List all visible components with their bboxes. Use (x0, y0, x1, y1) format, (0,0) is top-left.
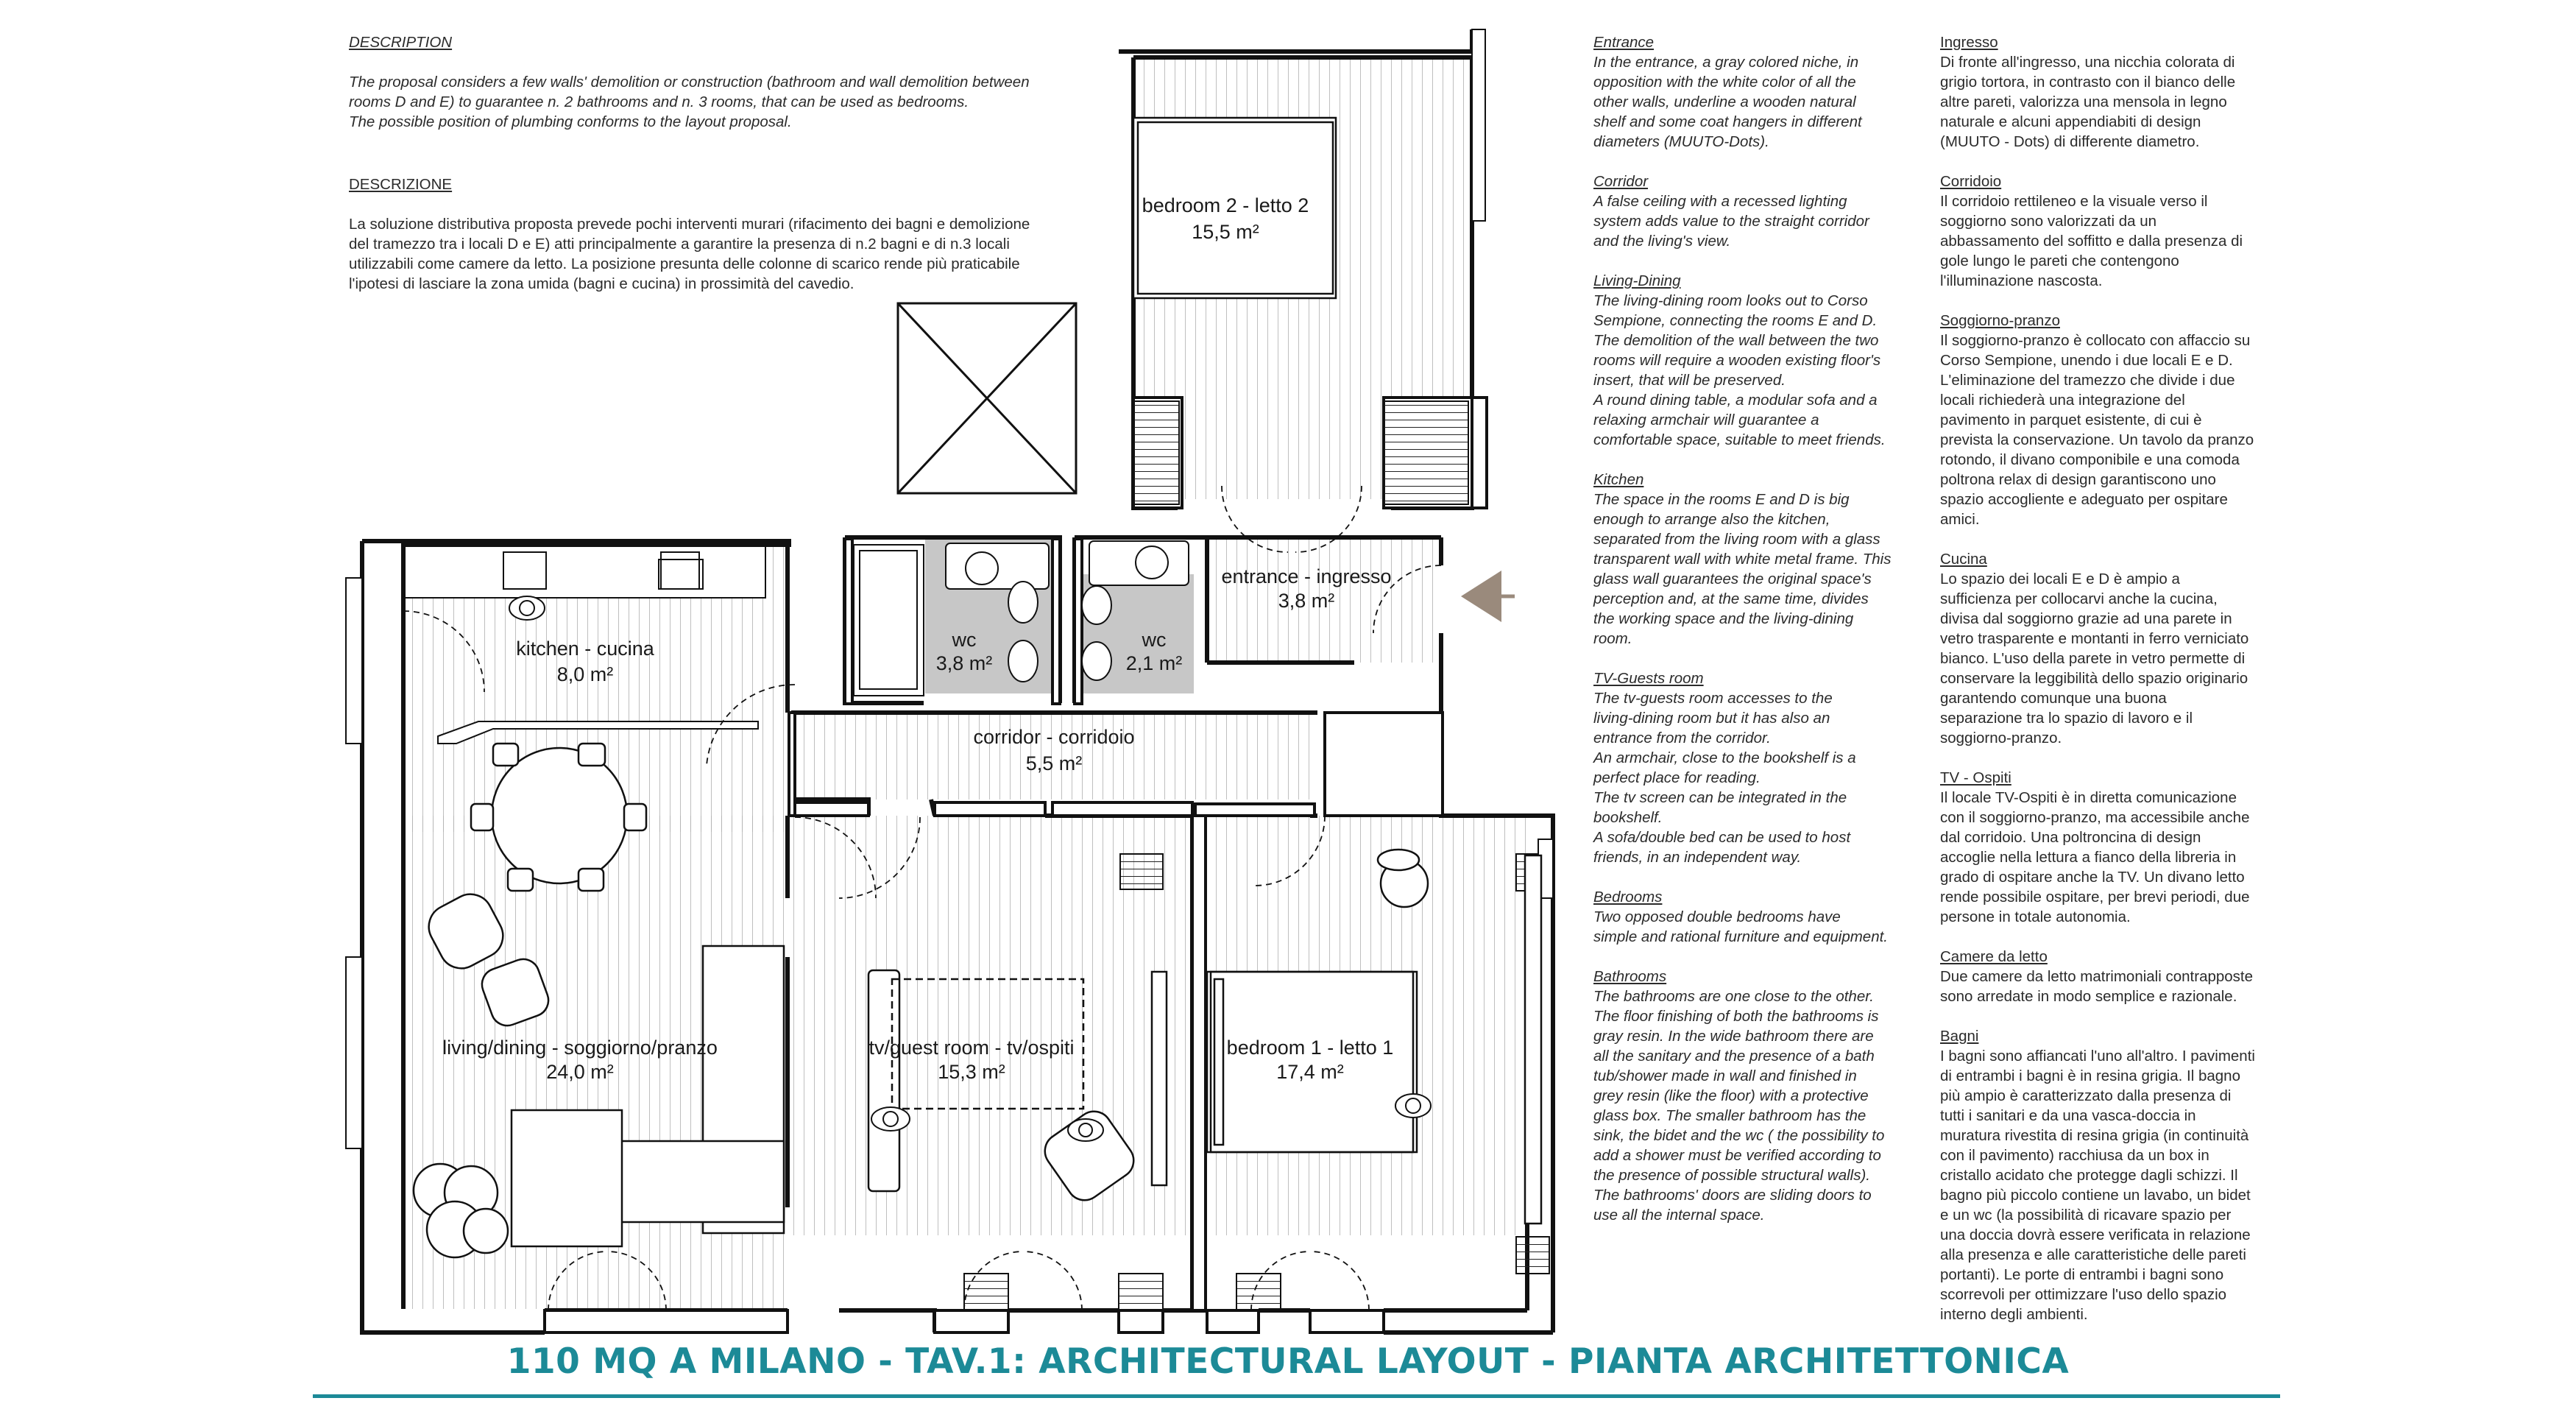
notes-it-column (1940, 32, 2280, 1344)
note-en-line: enough to arrange also the kitchen, (1593, 511, 1830, 528)
note-it-line: conservare la leggibilità dello spazio originario (1940, 670, 2248, 687)
note-en-block (1593, 668, 1908, 867)
note-it-line: Due camere da letto matrimoniali contrapposte (1940, 968, 2254, 985)
note-it-line: pavimento in parquet esistente, di cui è (1940, 412, 2202, 428)
note-it-line: Di fronte all'ingresso, una nicchia colorata di (1940, 54, 2235, 71)
note-en-block (1593, 967, 1908, 1225)
note-en-line: perfect place for reading. (1593, 769, 1761, 786)
note-it-line: amici. (1940, 511, 1980, 528)
note-it-line: vetro trasparente e montanti in ferro verniciato (1940, 630, 2249, 647)
note-en-line: other walls, underline a wooden natural (1593, 93, 1856, 110)
note-it-line: grado di ospitare anche la TV. Un divano letto (1940, 869, 2245, 886)
note-en-line: glass box. The smaller bathroom has the (1593, 1107, 1866, 1124)
note-it-block (1940, 549, 2280, 748)
note-it-heading: Soggiorno-pranzo (1940, 312, 2060, 329)
note-it-line: (MUUTO - Dots) di differente diametro. (1940, 133, 2200, 150)
note-it-line: scorrevoli per ottimizzare l'uso dello spazio (1940, 1286, 2227, 1303)
note-it-line: più ampio è caratterizzato dalla presenza di (1940, 1087, 2232, 1104)
note-en-line: bookshelf. (1593, 809, 1663, 826)
room-tvguest-area: 15,3 m² (938, 1061, 1005, 1083)
note-it-line: muratura rivestita di resina grigia (in continuità (1940, 1127, 2249, 1144)
note-it-line: dal corridoio. Una poltroncina di design (1940, 829, 2201, 846)
description-en-line: rooms D and E) to guarantee n. 2 bathrooms and n. 3 rooms, that can be used as bedrooms. (349, 93, 969, 110)
note-en-line: Sempione, connecting the rooms E and D. (1593, 312, 1878, 329)
note-it-line: separazione tra lo spazio di lavoro e il (1940, 710, 2193, 727)
note-en-line: The tv-guests room accesses to the (1593, 690, 1833, 707)
description-it-line: La soluzione distributiva proposta prevede pochi interventi murari (rifacimento dei bagni e demolizione (349, 216, 1030, 233)
note-it-line: l'illuminazione nascosta. (1940, 272, 2103, 289)
note-it-line: con il soggiorno-pranzo, ma accessibile anche (1940, 809, 2250, 826)
note-en-block (1593, 470, 1908, 649)
note-en-line: glass wall guarantees the original space's (1593, 571, 1872, 587)
room-bedroom1-area: 17,4 m² (1276, 1061, 1344, 1083)
note-en-heading: Kitchen (1593, 471, 1644, 488)
note-en-line: sink, the bidet and the wc ( the possibility to (1593, 1127, 1885, 1144)
room-wc2-area: 2,1 m² (1125, 652, 1183, 674)
note-it-line: poltrona relax di design garantiscono uno (1940, 471, 2216, 488)
note-en-line: grey resin (like the floor) with a protective (1593, 1087, 1869, 1104)
note-it-line: Il soggiorno-pranzo è collocato con affaccio su (1940, 332, 2251, 349)
note-en-line: tub/shower made in wall and finished in (1593, 1067, 1857, 1084)
note-en-line: room. (1593, 630, 1632, 647)
note-it-line: Il corridoio rettileneo e la visuale verso il (1940, 193, 2208, 210)
note-en-line: entrance from the corridor. (1593, 730, 1771, 746)
note-en-line: An armchair, close to the bookshelf is a (1593, 749, 1856, 766)
note-en-line: The living-dining room looks out to Corso (1593, 292, 1868, 309)
note-it-block (1940, 947, 2280, 1006)
note-en-line: Two opposed double bedrooms have (1593, 908, 1841, 925)
room-wc1-name: wc (952, 629, 977, 651)
note-it-line: cristallo acidato che protegge dagli schizzi. Il (1940, 1167, 2238, 1184)
description-it-line: utilizzabili come camere da letto. La posizione presunta delle colonne di scarico rende più praticabile (349, 255, 1020, 272)
note-it-line: gole lungo le pareti che contengono (1940, 253, 2179, 269)
note-it-line: una doccia dovrà essere verificata in relazione (1940, 1226, 2251, 1243)
note-en-line: the working space and the living-dining (1593, 610, 1854, 627)
note-it-line: altre pareti, valorizza una mensola in legno (1940, 93, 2227, 110)
note-it-line: Lo spazio dei locali E e D è ampio a (1940, 571, 2180, 587)
note-en-block (1593, 172, 1908, 251)
note-en-block (1593, 271, 1908, 450)
description-en-line: The possible position of plumbing conforms to the layout proposal. (349, 113, 792, 130)
note-en-line: The space in the rooms E and D is big (1593, 491, 1850, 508)
note-en-line: all the sanitary and the presence of a bath (1593, 1048, 1875, 1065)
note-en-line: and the living's view. (1593, 233, 1731, 250)
note-it-line: bagno più piccolo contiene un lavabo, un bidet (1940, 1187, 2251, 1204)
note-it-line: divisa dal soggiorno grazie ad una parete in (1940, 610, 2232, 627)
note-it-line: accoglie nella lettura a fianco della libreria in (1940, 849, 2237, 866)
note-it-line: grigio tortora, in contrasto con il bianco delle (1940, 74, 2236, 91)
note-it-line: Corso Sempione, unendo i due locali E e D. (1940, 352, 2233, 369)
description-it-line: l'ipotesi di lasciare la zona umida (bagni e cucina) in prossimità del cavedio. (349, 275, 854, 292)
note-it-line: di entrambi i bagni è in resina grigia. Il bagno (1940, 1067, 2240, 1084)
description-it-line: del tramezzo tra i locali D e E) atti principalmente a garantire la presenza di n.2 bagni e di n.3 locali (349, 236, 1010, 253)
room-wc2-name: wc (1142, 629, 1167, 651)
note-en-line: shelf and some coat hangers in different (1593, 113, 1862, 130)
note-en-line: The tv screen can be integrated in the (1593, 789, 1847, 806)
note-it-block (1940, 768, 2280, 927)
light-shaft (898, 303, 1076, 493)
room-living-area: 24,0 m² (546, 1061, 614, 1083)
note-it-line: prevista la conservazione. Un tavolo da pranzo (1940, 431, 2254, 448)
entrance-arrow (1461, 571, 1515, 622)
room-bedroom1-name: bedroom 1 - letto 1 (1226, 1037, 1394, 1059)
note-it-line: bianco. L'uso della parete in vetro permette di (1940, 650, 2246, 667)
note-en-line: insert, that will be preserved. (1593, 372, 1786, 389)
note-en-line: system adds value to the straight corridor (1593, 213, 1869, 230)
note-it-line: rende possibile ospitare, per brevi periodi, due (1940, 889, 2250, 906)
note-en-line: The bathrooms' doors are sliding doors to (1593, 1187, 1872, 1204)
page-title: 110 MQ A MILANO - TAV.1: ARCHITECTURAL LAYOUT - PIANTA ARCHITETTONICA (506, 1341, 2070, 1382)
note-en-line: use all the internal space. (1593, 1207, 1765, 1224)
note-it-line: tutti i sanitari e da una vasca-doccia in (1940, 1107, 2196, 1124)
note-it-heading: Bagni (1940, 1028, 1979, 1045)
note-en-line: add a shower must be verified according to (1593, 1147, 1881, 1164)
note-it-line: naturale e alcuni appendiabiti di design (1940, 113, 2201, 130)
note-en-line: The demolition of the wall between the two (1593, 332, 1879, 349)
note-it-block (1940, 32, 2280, 152)
note-en-line: diameters (MUUTO-Dots). (1593, 133, 1769, 150)
note-it-line: sufficienza per collocarvi anche la cucina, (1940, 590, 2218, 607)
description-en-heading: DESCRIPTION (349, 34, 453, 51)
note-en-line: A round dining table, a modular sofa and a (1593, 392, 1878, 409)
description-en (349, 32, 1100, 132)
room-living-name: living/dining - soggiorno/pranzo (442, 1037, 718, 1059)
note-it-heading: Camere da letto (1940, 948, 2048, 965)
note-it-line: portanti). Le porte di entrambi i bagni sono (1940, 1266, 2224, 1283)
description-en-line: The proposal considers a few walls' demolition or construction (bathroom and wall demolition between (349, 74, 1030, 91)
room-bedroom2-name: bedroom 2 - letto 2 (1142, 194, 1309, 216)
title-underline (313, 1394, 2280, 1398)
note-en-line: comfortable space, suitable to meet friends. (1593, 431, 1886, 448)
description-it (349, 174, 1114, 294)
note-en-line: friends, in an independent way. (1593, 849, 1802, 866)
note-it-line: soggiorno-pranzo. (1940, 730, 2062, 746)
note-it-line: soggiorno sono valorizzati da un (1940, 213, 2157, 230)
room-kitchen-name: kitchen - cucina (516, 638, 654, 660)
note-en-heading: Corridor (1593, 173, 1649, 190)
room-corridor-name: corridor - corridoio (973, 726, 1135, 748)
note-it-line: garantendo comunque una buona (1940, 690, 2167, 707)
room-tvguest-name: tv/guest room - tv/ospiti (868, 1037, 1075, 1059)
note-en-line: the presence of possible structural walls). (1593, 1167, 1871, 1184)
note-it-line: locali richiederà una integrazione del (1940, 392, 2185, 409)
note-it-heading: Corridoio (1940, 173, 2002, 190)
note-it-line: sono arredate in modo semplice e razionale. (1940, 988, 2237, 1005)
room-entrance-name: entrance - ingresso (1221, 565, 1392, 587)
note-it-heading: TV - Ospiti (1940, 769, 2011, 786)
note-en-block (1593, 32, 1908, 152)
note-it-line: spazio accogliente e adeguato per ospitare (1940, 491, 2228, 508)
note-en-line: A sofa/double bed can be used to host (1593, 829, 1851, 846)
note-it-line: Il locale TV-Ospiti è in diretta comunicazione (1940, 789, 2237, 806)
note-en-block (1593, 887, 1908, 947)
note-en-line: separated from the living room with a glass (1593, 531, 1880, 548)
note-en-line: transparent wall with white metal frame. This (1593, 551, 1892, 568)
note-it-line: rotondo, il divano componibile e una comoda (1940, 451, 2240, 468)
note-it-line: interno degli ambienti. (1940, 1306, 2088, 1323)
note-en-line: A false ceiling with a recessed lighting (1593, 193, 1847, 210)
notes-en-column (1593, 32, 1908, 1245)
note-en-heading: Bedrooms (1593, 889, 1663, 906)
room-bedroom2-area: 15,5 m² (1192, 221, 1259, 243)
note-en-line: opposition with the white color of all the (1593, 74, 1856, 91)
note-en-line: gray resin. In the wide bathroom there are (1593, 1028, 1874, 1045)
note-en-line: In the entrance, a gray colored niche, in (1593, 54, 1859, 71)
note-en-line: rooms will require a wooden existing floor's (1593, 352, 1881, 369)
note-en-line: simple and rational furniture and equipment. (1593, 928, 1888, 945)
note-en-heading: TV-Guests room (1593, 670, 1704, 687)
note-it-line: persone in totale autonomia. (1940, 908, 2131, 925)
note-it-block (1940, 172, 2280, 291)
note-en-heading: Bathrooms (1593, 968, 1667, 985)
room-wc1-area: 3,8 m² (935, 652, 993, 674)
note-it-line: I bagni sono affiancati l'uno all'altro. I pavimenti (1940, 1048, 2255, 1065)
description-it-heading: DESCRIZIONE (349, 176, 453, 193)
note-en-heading: Living-Dining (1593, 272, 1681, 289)
note-it-block (1940, 1026, 2280, 1324)
note-en-line: relaxing armchair will guarantee a (1593, 412, 1819, 428)
note-it-line: alla presenza e alle caratteristiche delle pareti (1940, 1246, 2246, 1263)
room-kitchen-area: 8,0 m² (556, 663, 614, 685)
note-it-line: con il pavimento) racchiusa da un box in (1940, 1147, 2209, 1164)
note-en-line: living-dining room but it has also an (1593, 710, 1830, 727)
note-it-block (1940, 311, 2280, 529)
note-en-line: The floor finishing of both the bathrooms is (1593, 1008, 1879, 1025)
note-en-heading: Entrance (1593, 34, 1655, 51)
note-it-line: L'eliminazione del tramezzo che divide i due (1940, 372, 2235, 389)
room-entrance-area: 3,8 m² (1278, 590, 1335, 612)
note-it-line: e un wc (la possibilità di ricavare spazio per (1940, 1207, 2232, 1224)
note-en-line: The bathrooms are one close to the other. (1593, 988, 1874, 1005)
note-it-heading: Cucina (1940, 551, 1987, 568)
room-corridor-area: 5,5 m² (1025, 752, 1083, 774)
note-it-line: abbassamento del soffitto e dalla presenza di (1940, 233, 2243, 250)
note-it-heading: Ingresso (1940, 34, 1998, 51)
note-en-line: perception and, at the same time, divides (1593, 590, 1869, 607)
